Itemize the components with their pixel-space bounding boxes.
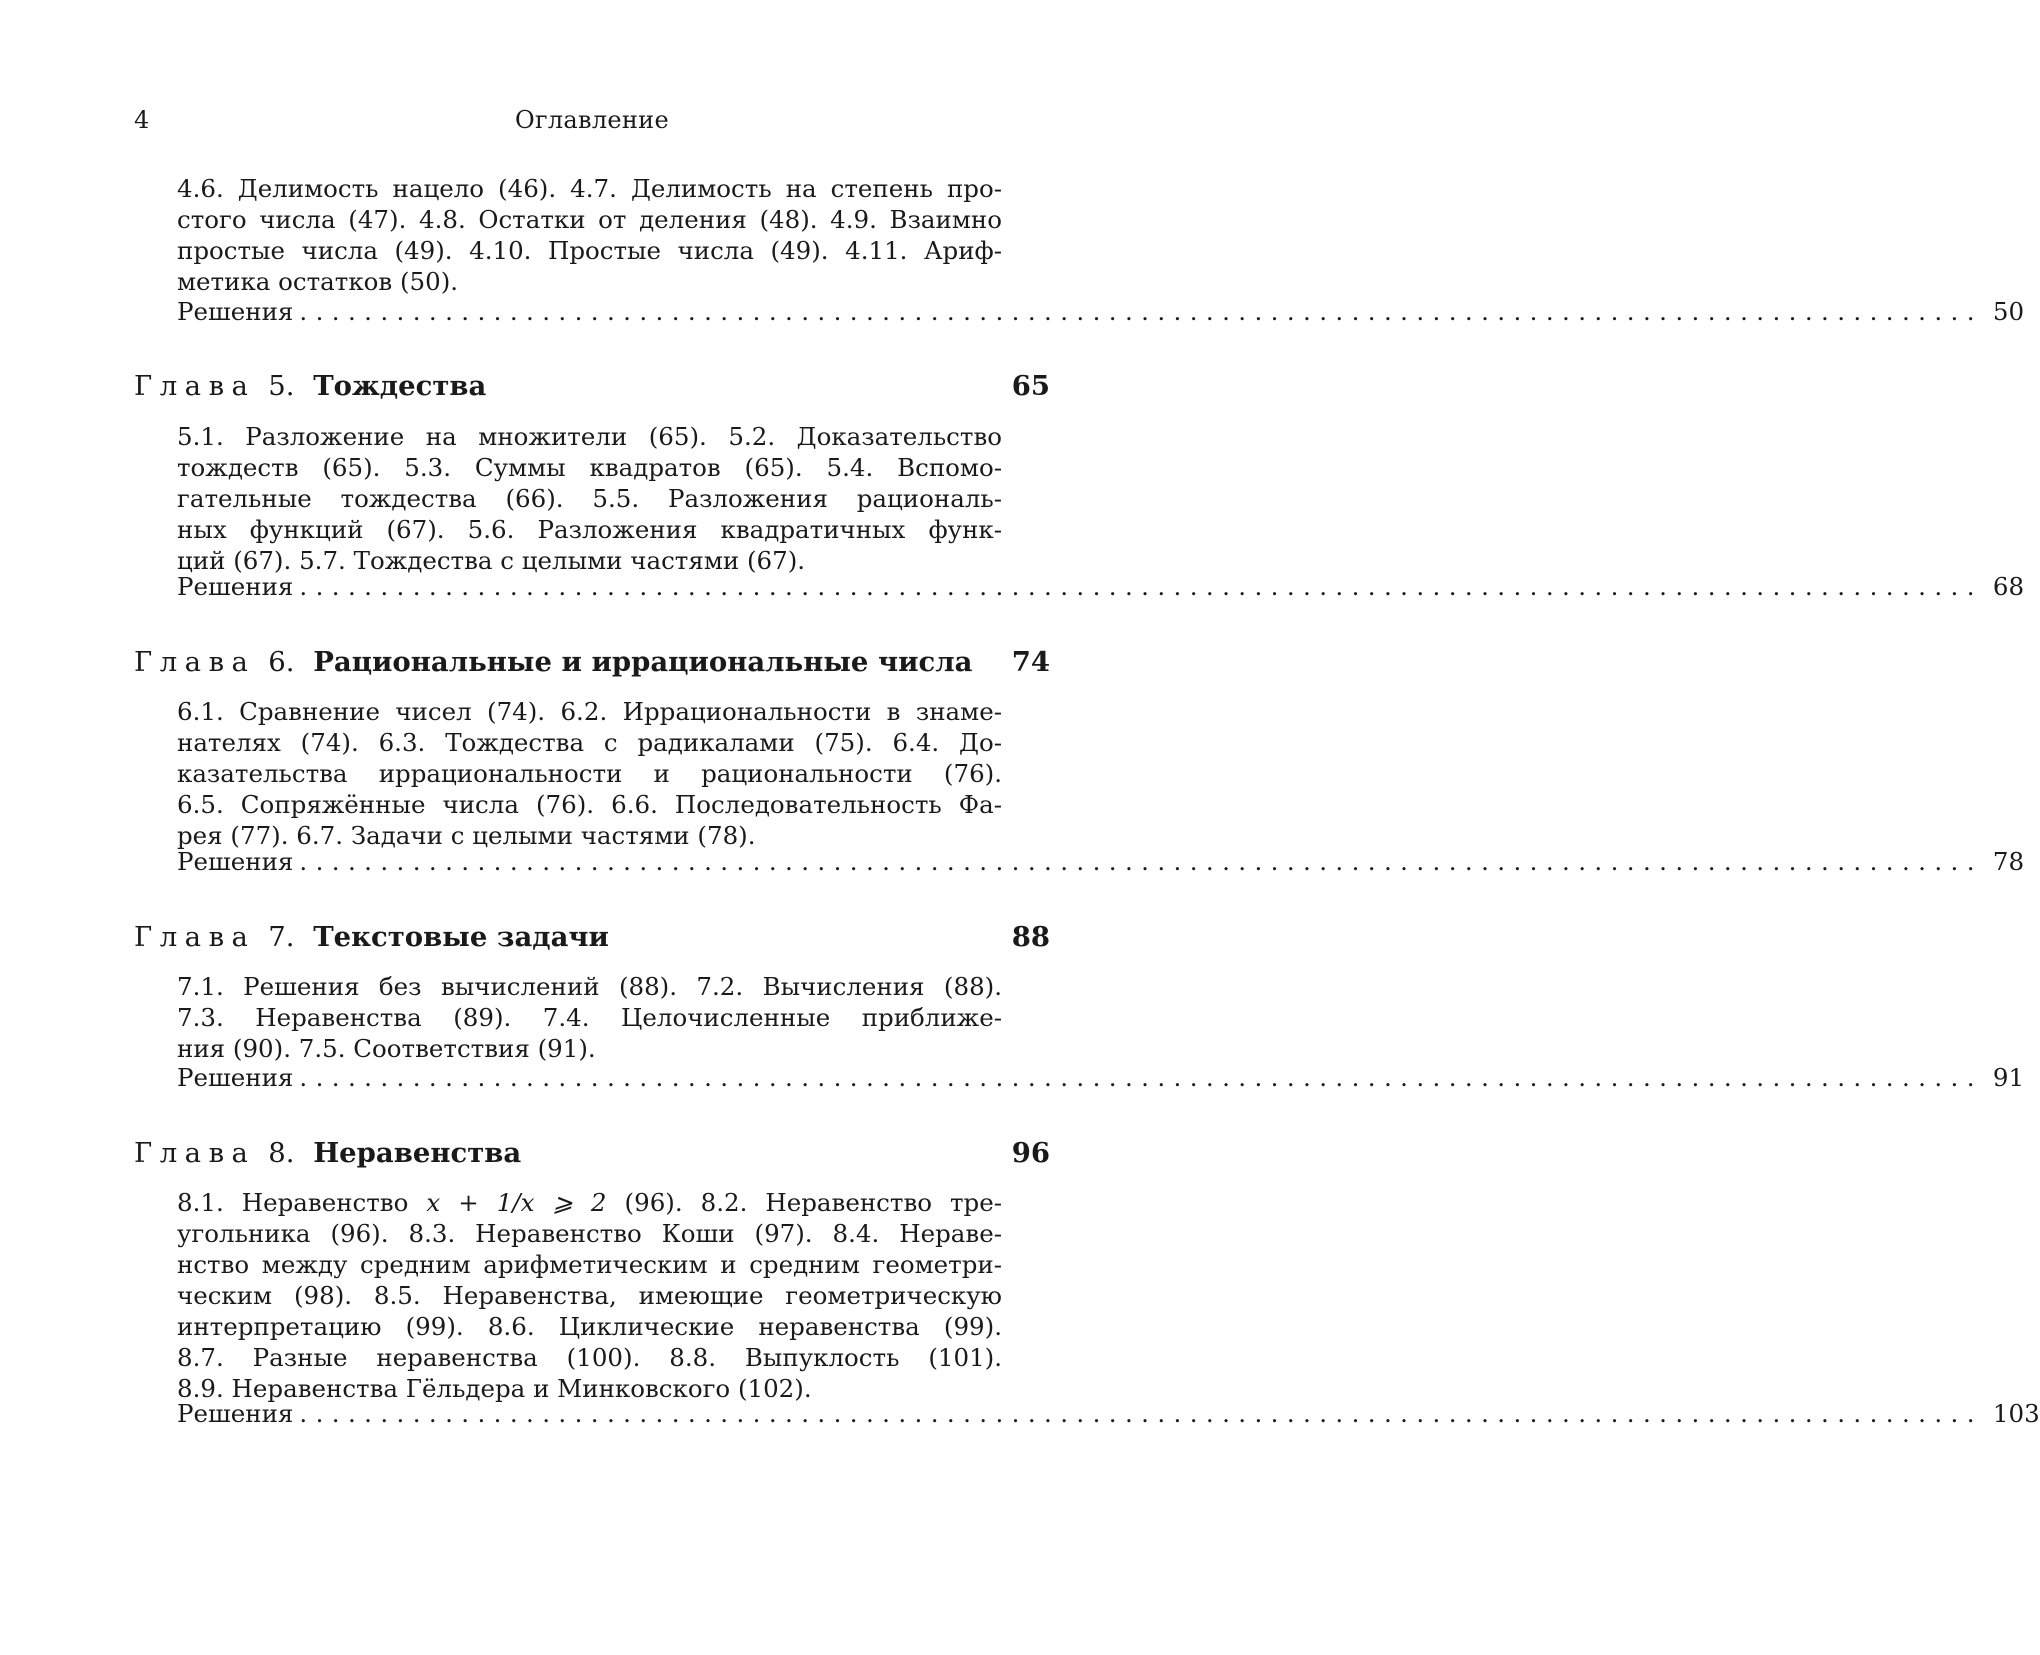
toc-line: тождеств (65). 5.3. Суммы квадратов (65). 5.4. Вспомо-: [177, 453, 1002, 482]
toc-line: угольника (96). 8.3. Неравенство Коши (97). 8.4. Нераве-: [177, 1219, 1002, 1248]
toc-line: нство между средним арифметическим и средним геометри-: [177, 1250, 1002, 1279]
toc-line-with-formula: [177, 1187, 1002, 1218]
chapter-number: 5.: [268, 370, 295, 402]
toc-line: рея (77). 6.7. Задачи с целыми частями (78).: [177, 821, 756, 850]
solutions-page: 50: [1992, 297, 2025, 326]
chapter-title: Неравенства: [313, 1137, 522, 1169]
chapter-page: 88: [1011, 921, 1050, 953]
toc-line: 7.1. Решения без вычислений (88). 7.2. Вычисления (88).: [177, 972, 1002, 1001]
chapter-heading: [134, 919, 1050, 955]
solutions-label: Решения: [177, 847, 294, 876]
toc-line: 8.7. Разные неравенства (100). 8.8. Выпуклость (101).: [177, 1343, 1002, 1372]
chapter-word: Глава: [134, 646, 256, 678]
toc-section-text: [177, 173, 1002, 297]
solutions-entry: [177, 571, 2025, 602]
leader-dots: ........................................................................................................: [299, 847, 1983, 876]
running-title: Оглавление: [515, 106, 669, 134]
solutions-entry: [177, 846, 2025, 877]
toc-line: казательства иррациональности и рациональности (76).: [177, 759, 1002, 788]
toc-section-text: [177, 1187, 1002, 1404]
line-text: 8.1. Неравенство: [177, 1188, 409, 1217]
toc-line: 8.9. Неравенства Гёльдера и Минковского (102).: [177, 1374, 812, 1403]
chapter-word: Глава: [134, 1137, 256, 1169]
leader-dots: ........................................................................................................: [299, 1063, 1983, 1092]
toc-section-text: [177, 971, 1002, 1064]
chapter-number: 7.: [268, 921, 295, 953]
toc-line: стого числа (47). 4.8. Остатки от деления (48). 4.9. Взаимно: [177, 205, 1002, 234]
chapter-title: Текстовые задачи: [313, 921, 609, 953]
chapter-heading: [134, 368, 1050, 404]
solutions-entry: [177, 296, 2025, 327]
toc-line: ческим (98). 8.5. Неравенства, имеющие геометрическую: [177, 1281, 1002, 1310]
toc-line: простые числа (49). 4.10. Простые числа (49). 4.11. Ариф-: [177, 236, 1002, 265]
toc-section-text: [177, 696, 1002, 851]
chapter-number: 8.: [268, 1137, 295, 1169]
chapter-title: Рациональные и иррациональные числа: [313, 646, 973, 678]
solutions-label: Решения: [177, 1399, 294, 1428]
toc-line: интерпретацию (99). 8.6. Циклические неравенства (99).: [177, 1312, 1002, 1341]
toc-line: 5.1. Разложение на множители (65). 5.2. Доказательство: [177, 422, 1002, 451]
chapter-number: 6.: [268, 646, 295, 678]
toc-line: ния (90). 7.5. Соответствия (91).: [177, 1034, 596, 1063]
toc-line: ций (67). 5.7. Тождества с целыми частями (67).: [177, 546, 806, 575]
toc-line: метика остатков (50).: [177, 267, 459, 296]
chapter-page: 74: [1011, 646, 1050, 678]
solutions-page: 91: [1992, 1063, 2025, 1092]
line-text: (96). 8.2. Неравенство тре-: [624, 1188, 1003, 1217]
chapter-heading: [134, 1135, 1050, 1171]
solutions-label: Решения: [177, 297, 294, 326]
chapter-title: Тождества: [313, 370, 487, 402]
toc-line: нателях (74). 6.3. Тождества с радикалами (75). 6.4. До-: [177, 728, 1002, 757]
solutions-label: Решения: [177, 572, 294, 601]
toc-line: 4.6. Делимость нацело (46). 4.7. Делимость на степень про-: [177, 174, 1002, 203]
solutions-label: Решения: [177, 1063, 294, 1092]
toc-line: 6.5. Сопряжённые числа (76). 6.6. Последовательность Фа-: [177, 790, 1002, 819]
leader-dots: ........................................................................................................: [299, 297, 1983, 326]
toc-line: 7.3. Неравенства (89). 7.4. Целочисленные приближе-: [177, 1003, 1002, 1032]
chapter-page: 96: [1011, 1137, 1050, 1169]
solutions-entry: [177, 1062, 2025, 1093]
toc-line: гательные тождества (66). 5.5. Разложения рациональ-: [177, 484, 1002, 513]
toc-line: 6.1. Сравнение чисел (74). 6.2. Иррациональности в знаме-: [177, 697, 1002, 726]
running-head: [134, 106, 1050, 142]
toc-section-text: [177, 421, 1002, 576]
chapter-heading: [134, 644, 1050, 680]
leader-dots: ........................................................................................................: [299, 1399, 1983, 1428]
solutions-page: 78: [1992, 847, 2025, 876]
toc-line: ных функций (67). 5.6. Разложения квадратичных функ-: [177, 515, 1002, 544]
inequality-formula: x + 1/x ⩾ 2: [426, 1188, 607, 1217]
solutions-entry: [177, 1398, 2040, 1429]
chapter-page: 65: [1011, 370, 1050, 402]
solutions-page: 103: [1992, 1399, 2040, 1428]
chapter-word: Глава: [134, 370, 256, 402]
chapter-word: Глава: [134, 921, 256, 953]
solutions-page: 68: [1992, 572, 2025, 601]
page-number: 4: [134, 106, 150, 134]
leader-dots: ........................................................................................................: [299, 572, 1983, 601]
